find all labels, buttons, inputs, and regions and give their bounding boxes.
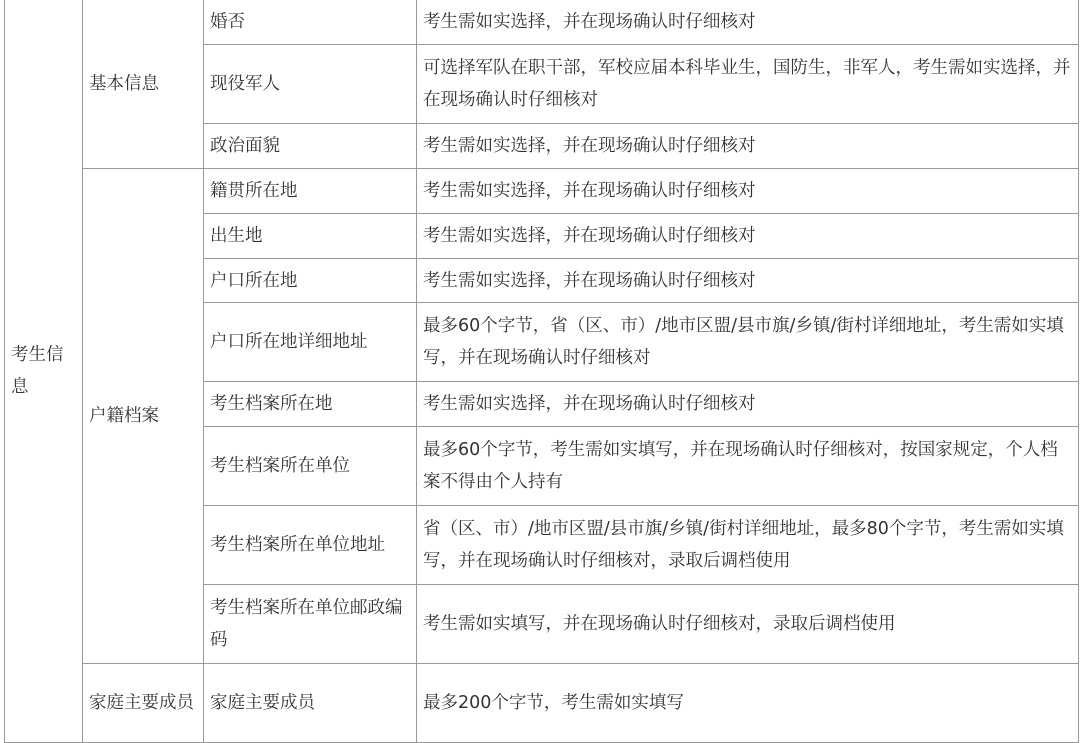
field-note-cell: 考生需如实选择，并在现场确认时仔细核对 <box>417 0 1079 45</box>
group-cell-family-members: 家庭主要成员 <box>83 664 204 743</box>
field-name-cell: 出生地 <box>204 214 417 259</box>
field-note-cell: 省（区、市）/地市区盟/县市旗/乡镇/街村详细地址，最多80个字节，考生需如实填写，并在现场确认时仔细核对，录取后调档使用 <box>417 506 1079 585</box>
field-name-cell: 政治面貌 <box>204 124 417 169</box>
field-name-cell: 户口所在地详细地址 <box>204 303 417 382</box>
category-cell: 考生信息 <box>5 0 83 743</box>
field-note-cell: 考生需如实选择，并在现场确认时仔细核对 <box>417 214 1079 259</box>
field-name-cell: 家庭主要成员 <box>204 664 417 743</box>
field-name-cell: 考生档案所在单位邮政编码 <box>204 585 417 664</box>
group-cell-household-archive: 户籍档案 <box>83 169 204 664</box>
table-row <box>5 664 1079 743</box>
field-name-cell: 现役军人 <box>204 45 417 124</box>
table-row <box>5 169 1079 214</box>
field-name-cell: 考生档案所在地 <box>204 382 417 427</box>
field-name-cell: 籍贯所在地 <box>204 169 417 214</box>
field-note-cell: 考生需如实选择，并在现场确认时仔细核对 <box>417 169 1079 214</box>
table-row <box>5 0 1079 45</box>
field-note-cell: 考生需如实填写，并在现场确认时仔细核对，录取后调档使用 <box>417 585 1079 664</box>
field-note-cell: 可选择军队在职干部，军校应届本科毕业生，国防生，非军人，考生需如实选择，并在现场确认时仔细核对 <box>417 45 1079 124</box>
group-cell-basic-info: 基本信息 <box>83 0 204 169</box>
field-note-cell: 考生需如实选择，并在现场确认时仔细核对 <box>417 124 1079 169</box>
applicant-info-table <box>4 0 1079 743</box>
field-note-cell: 最多60个字节，省（区、市）/地市区盟/县市旗/乡镇/街村详细地址，考生需如实填写，并在现场确认时仔细核对 <box>417 303 1079 382</box>
field-name-cell: 考生档案所在单位地址 <box>204 506 417 585</box>
field-note-cell: 考生需如实选择，并在现场确认时仔细核对 <box>417 259 1079 303</box>
field-note-cell: 考生需如实选择，并在现场确认时仔细核对 <box>417 382 1079 427</box>
field-name-cell: 考生档案所在单位 <box>204 427 417 506</box>
field-name-cell: 户口所在地 <box>204 259 417 303</box>
field-note-cell: 最多200个字节，考生需如实填写 <box>417 664 1079 743</box>
field-note-cell: 最多60个字节，考生需如实填写，并在现场确认时仔细核对，按国家规定，个人档案不得由个人持有 <box>417 427 1079 506</box>
field-name-cell: 婚否 <box>204 0 417 45</box>
